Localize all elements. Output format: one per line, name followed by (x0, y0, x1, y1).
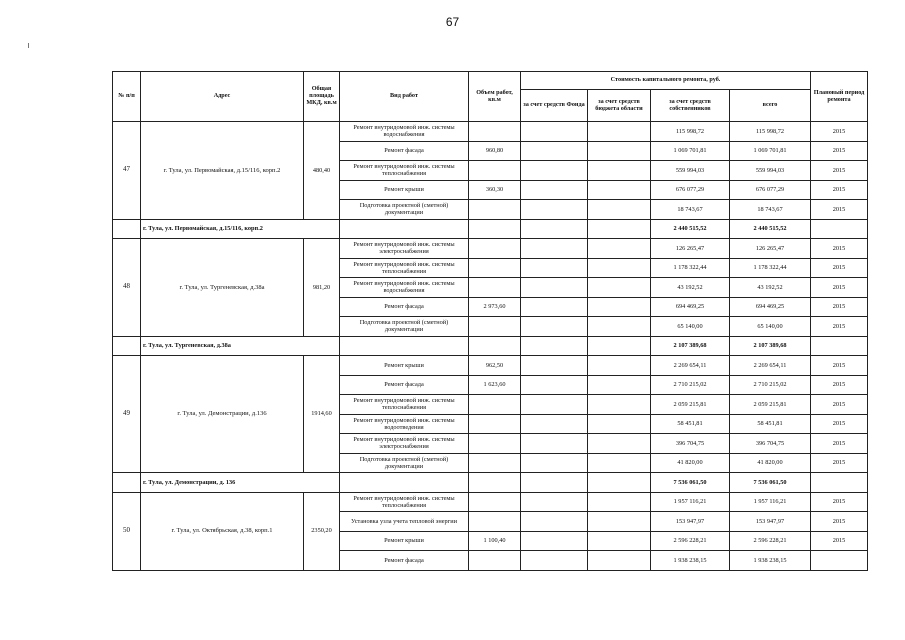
subtotal-label: г. Тула, ул. Первомайская, д.15/116, корп.2 (141, 219, 340, 239)
total-cell: 2 596 228,21 (730, 531, 811, 551)
volume-cell (469, 512, 521, 532)
volume-cell (469, 453, 521, 473)
fund-cell (521, 200, 588, 220)
total-cell: 18 743,67 (730, 200, 811, 220)
row-address: г. Тула, ул. Октябрьская, д.38, корп.1 (141, 492, 304, 570)
owners-cell: 43 192,52 (651, 278, 730, 298)
work-type-cell: Ремонт крыши (340, 356, 469, 376)
table-body (113, 122, 868, 571)
owners-cell: 559 994,03 (651, 161, 730, 181)
volume-cell (469, 551, 521, 571)
fund-cell (521, 395, 588, 415)
regional-cell (588, 414, 651, 434)
subtotal-fund (521, 473, 588, 493)
period-cell: 2015 (811, 122, 868, 142)
header-owners: за счет средств собственников (651, 90, 730, 122)
period-cell: 2015 (811, 161, 868, 181)
row-area: 1914,60 (304, 356, 340, 473)
volume-cell (469, 122, 521, 142)
regional-cell (588, 512, 651, 532)
volume-cell: 2 973,60 (469, 297, 521, 317)
work-type-cell: Ремонт крыши (340, 531, 469, 551)
work-type-cell: Ремонт внутридомовой инж. системы электроснабжения (340, 434, 469, 454)
work-type-cell: Подготовка проектной (сметной) документации (340, 200, 469, 220)
work-type-cell: Ремонт внутридомовой инж. системы электроснабжения (340, 239, 469, 259)
work-type-cell: Ремонт внутридомовой инж. системы теплоснабжения (340, 161, 469, 181)
regional-cell (588, 375, 651, 395)
fund-cell (521, 161, 588, 181)
work-type-cell: Ремонт фасада (340, 141, 469, 161)
subtotal-regional (588, 336, 651, 356)
volume-cell (469, 239, 521, 259)
owners-cell: 2 710 215,02 (651, 375, 730, 395)
period-cell: 2015 (811, 356, 868, 376)
row-address: г. Тула, ул. Демонстрации, д.136 (141, 356, 304, 473)
owners-cell: 1 957 116,21 (651, 492, 730, 512)
owners-cell: 2 269 654,11 (651, 356, 730, 376)
fund-cell (521, 531, 588, 551)
regional-cell (588, 161, 651, 181)
total-cell: 153 947,97 (730, 512, 811, 532)
subtotal-index (113, 219, 141, 239)
row-index: 47 (113, 122, 141, 220)
regional-cell (588, 551, 651, 571)
period-cell: 2015 (811, 492, 868, 512)
owners-cell: 1 938 238,15 (651, 551, 730, 571)
owners-cell: 58 451,81 (651, 414, 730, 434)
owners-cell: 1 178 322,44 (651, 258, 730, 278)
subtotal-work-type (340, 219, 469, 239)
regional-cell (588, 356, 651, 376)
header-regional: за счет средств бюджета области (588, 90, 651, 122)
row-index: 50 (113, 492, 141, 570)
row-index: 48 (113, 239, 141, 337)
total-cell: 2 269 654,11 (730, 356, 811, 376)
fund-cell (521, 414, 588, 434)
period-cell: 2015 (811, 200, 868, 220)
row-address: г. Тула, ул. Тургеневская, д.38а (141, 239, 304, 337)
volume-cell (469, 317, 521, 337)
table-row (113, 492, 868, 512)
subtotal-owners: 2 107 389,68 (651, 336, 730, 356)
subtotal-volume (469, 219, 521, 239)
fund-cell (521, 317, 588, 337)
regional-cell (588, 434, 651, 454)
work-type-cell: Ремонт фасада (340, 375, 469, 395)
header-period: Плановый период ремонта (811, 72, 868, 122)
regional-cell (588, 317, 651, 337)
volume-cell (469, 258, 521, 278)
subtotal-label: г. Тула, ул. Тургеневская, д.38а (141, 336, 340, 356)
regional-cell (588, 395, 651, 415)
volume-cell: 962,50 (469, 356, 521, 376)
total-cell: 1 178 322,44 (730, 258, 811, 278)
subtotal-volume (469, 473, 521, 493)
subtotal-fund (521, 336, 588, 356)
regional-cell (588, 258, 651, 278)
owners-cell: 153 947,97 (651, 512, 730, 532)
fund-cell (521, 375, 588, 395)
owners-cell: 41 820,00 (651, 453, 730, 473)
work-type-cell: Ремонт внутридомовой инж. системы водоотведения (340, 414, 469, 434)
subtotal-work-type (340, 336, 469, 356)
total-cell: 58 451,81 (730, 414, 811, 434)
fund-cell (521, 512, 588, 532)
total-cell: 43 192,52 (730, 278, 811, 298)
owners-cell: 2 596 228,21 (651, 531, 730, 551)
subtotal-label: г. Тула, ул. Демонстрации, д. 136 (141, 473, 340, 493)
total-cell: 396 704,75 (730, 434, 811, 454)
period-cell: 2015 (811, 453, 868, 473)
row-area: 981,20 (304, 239, 340, 337)
subtotal-row (113, 473, 868, 493)
regional-cell (588, 297, 651, 317)
volume-cell: 960,80 (469, 141, 521, 161)
total-cell: 115 998,72 (730, 122, 811, 142)
header-fund: за счет средств Фонда (521, 90, 588, 122)
header-work-type: Вид работ (340, 72, 469, 122)
period-cell: 2015 (811, 414, 868, 434)
subtotal-total: 2 440 515,52 (730, 219, 811, 239)
volume-cell (469, 200, 521, 220)
subtotal-period (811, 473, 868, 493)
subtotal-period (811, 336, 868, 356)
total-cell: 694 469,25 (730, 297, 811, 317)
table-row (113, 239, 868, 259)
subtotal-row (113, 219, 868, 239)
fund-cell (521, 141, 588, 161)
owners-cell: 1 069 701,81 (651, 141, 730, 161)
fund-cell (521, 122, 588, 142)
fund-cell (521, 297, 588, 317)
regional-cell (588, 122, 651, 142)
volume-cell (469, 414, 521, 434)
period-cell: 2015 (811, 297, 868, 317)
owners-cell: 676 077,29 (651, 180, 730, 200)
subtotal-owners: 2 440 515,52 (651, 219, 730, 239)
subtotal-total: 2 107 389,68 (730, 336, 811, 356)
work-type-cell: Ремонт внутридомовой инж. системы теплоснабжения (340, 492, 469, 512)
fund-cell (521, 492, 588, 512)
fund-cell (521, 356, 588, 376)
total-cell: 1 957 116,21 (730, 492, 811, 512)
fund-cell (521, 551, 588, 571)
period-cell: 2015 (811, 375, 868, 395)
row-area: 2350,20 (304, 492, 340, 570)
subtotal-total: 7 536 061,50 (730, 473, 811, 493)
page-number: 67 (445, 15, 460, 29)
row-address: г. Тула, ул. Первомайская, д.15/116, корп.2 (141, 122, 304, 220)
fund-cell (521, 278, 588, 298)
work-type-cell: Подготовка проектной (сметной) документации (340, 317, 469, 337)
regional-cell (588, 200, 651, 220)
period-cell: 2015 (811, 180, 868, 200)
subtotal-period (811, 219, 868, 239)
subtotal-index (113, 473, 141, 493)
subtotal-fund (521, 219, 588, 239)
subtotal-index (113, 336, 141, 356)
volume-cell (469, 395, 521, 415)
fund-cell (521, 258, 588, 278)
subtotal-row (113, 336, 868, 356)
volume-cell: 360,30 (469, 180, 521, 200)
period-cell: 2015 (811, 317, 868, 337)
total-cell: 559 994,03 (730, 161, 811, 181)
subtotal-regional (588, 473, 651, 493)
total-cell: 126 265,47 (730, 239, 811, 259)
total-cell: 41 820,00 (730, 453, 811, 473)
fund-cell (521, 453, 588, 473)
row-index: 49 (113, 356, 141, 473)
volume-cell (469, 434, 521, 454)
period-cell: 2015 (811, 141, 868, 161)
regional-cell (588, 453, 651, 473)
period-cell: 2015 (811, 512, 868, 532)
work-type-cell: Ремонт фасада (340, 297, 469, 317)
work-type-cell: Ремонт внутридомовой инж. системы водоснабжения (340, 122, 469, 142)
period-cell: 2015 (811, 395, 868, 415)
work-type-cell: Ремонт фасада (340, 551, 469, 571)
period-cell: 2015 (811, 531, 868, 551)
regional-cell (588, 239, 651, 259)
owners-cell: 65 140,00 (651, 317, 730, 337)
header-address: Адрес (141, 72, 304, 122)
volume-cell (469, 278, 521, 298)
fund-cell (521, 239, 588, 259)
volume-cell (469, 492, 521, 512)
total-cell: 676 077,29 (730, 180, 811, 200)
period-cell: 2015 (811, 278, 868, 298)
regional-cell (588, 531, 651, 551)
subtotal-work-type (340, 473, 469, 493)
table-header (113, 72, 868, 122)
fund-cell (521, 434, 588, 454)
header-cost-group: Стоимость капитального ремонта, руб. (521, 72, 811, 90)
regional-cell (588, 180, 651, 200)
owners-cell: 694 469,25 (651, 297, 730, 317)
total-cell: 65 140,00 (730, 317, 811, 337)
period-cell: 2015 (811, 258, 868, 278)
regional-cell (588, 492, 651, 512)
total-cell: 1 938 238,15 (730, 551, 811, 571)
volume-cell (469, 161, 521, 181)
owners-cell: 18 743,67 (651, 200, 730, 220)
owners-cell: 396 704,75 (651, 434, 730, 454)
margin-tick-mark (28, 43, 29, 48)
work-type-cell: Установка узла учета тепловой энергии (340, 512, 469, 532)
work-type-cell: Подготовка проектной (сметной) документации (340, 453, 469, 473)
owners-cell: 126 265,47 (651, 239, 730, 259)
regional-cell (588, 278, 651, 298)
row-area: 480,40 (304, 122, 340, 220)
owners-cell: 2 059 215,81 (651, 395, 730, 415)
work-type-cell: Ремонт внутридомовой инж. системы теплоснабжения (340, 258, 469, 278)
header-total: всего (730, 90, 811, 122)
header-volume: Объем работ, кв.м (469, 72, 521, 122)
regional-cell (588, 141, 651, 161)
table-row (113, 122, 868, 142)
table-row (113, 356, 868, 376)
fund-cell (521, 180, 588, 200)
period-cell: 2015 (811, 434, 868, 454)
volume-cell: 1 623,60 (469, 375, 521, 395)
total-cell: 2 710 215,02 (730, 375, 811, 395)
subtotal-owners: 7 536 061,50 (651, 473, 730, 493)
volume-cell: 1 100,40 (469, 531, 521, 551)
header-area: Общая площадь МКД, кв.м (304, 72, 340, 122)
work-type-cell: Ремонт внутридомовой инж. системы теплоснабжения (340, 395, 469, 415)
work-type-cell: Ремонт внутридомовой инж. системы водоснабжения (340, 278, 469, 298)
total-cell: 1 069 701,81 (730, 141, 811, 161)
period-cell: 2015 (811, 239, 868, 259)
subtotal-volume (469, 336, 521, 356)
owners-cell: 115 998,72 (651, 122, 730, 142)
subtotal-regional (588, 219, 651, 239)
total-cell: 2 059 215,81 (730, 395, 811, 415)
capital-repair-table (112, 71, 868, 571)
header-idx: № п/п (113, 72, 141, 122)
period-cell (811, 551, 868, 571)
work-type-cell: Ремонт крыши (340, 180, 469, 200)
